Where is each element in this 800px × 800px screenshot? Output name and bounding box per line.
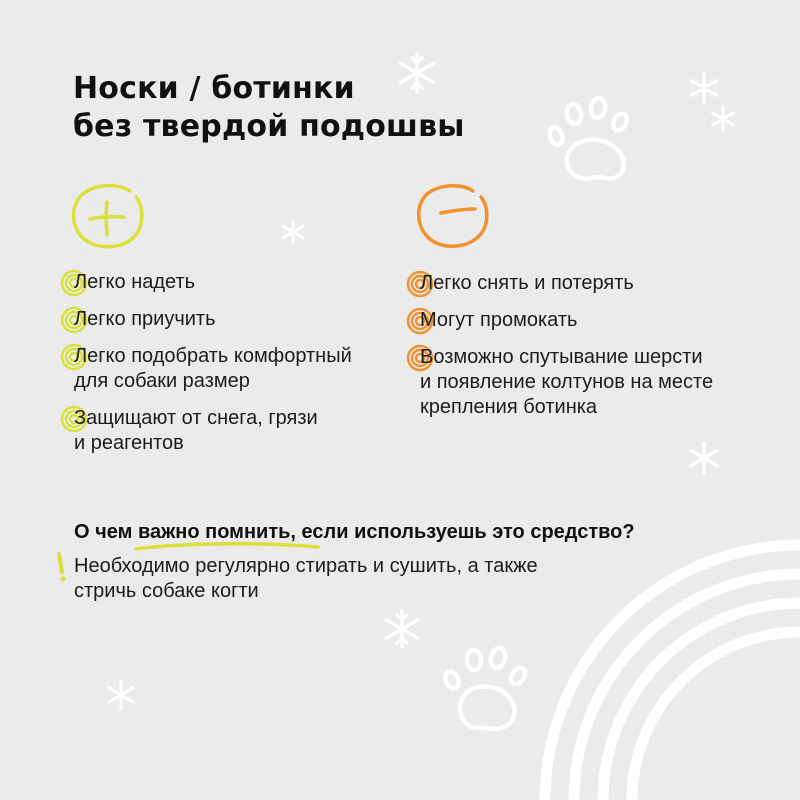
pros-list	[74, 270, 352, 456]
question-highlight	[138, 519, 290, 545]
list-item	[74, 406, 352, 456]
cons-list	[420, 271, 713, 420]
item-text: и появление колтунов на месте	[420, 371, 714, 393]
question-text: , если используешь это средство?	[290, 521, 635, 543]
snowflake-icon	[104, 678, 138, 712]
item-text: Легко приучить	[74, 308, 216, 330]
item-text: Легко снять и потерять	[420, 272, 634, 294]
title-line: Носки / ботинки	[73, 71, 355, 106]
item-text: Могут промокать	[420, 309, 578, 331]
underline-stroke	[132, 540, 322, 554]
item-text: для собаки размер	[74, 370, 250, 392]
answer-line: стричь собаке когти	[74, 580, 259, 602]
item-text: Легко надеть	[74, 271, 196, 293]
exclamation-icon	[52, 551, 72, 583]
snowflake-icon	[686, 440, 722, 476]
question-highlight-text: важно помнить	[137, 521, 291, 543]
reminder-question	[74, 519, 635, 545]
list-item	[74, 307, 352, 332]
item-text: Возможно спутывание шерсти	[420, 346, 703, 368]
item-text: и реагентов	[74, 432, 184, 454]
list-item	[74, 344, 352, 394]
reminder-answer	[74, 554, 538, 604]
snowflake-icon	[686, 70, 722, 106]
list-item	[74, 270, 352, 295]
list-item	[420, 308, 713, 333]
item-text: крепления ботинка	[420, 396, 598, 418]
plus-circle-icon	[68, 183, 148, 251]
paw-icon	[548, 92, 648, 192]
snowflake-icon	[380, 607, 424, 651]
snowflake-icon	[279, 218, 307, 246]
title-line: без твердой подошвы	[73, 109, 465, 144]
question-text: О чем	[74, 521, 138, 543]
answer-line: Необходимо регулярно стирать и сушить, а также	[74, 555, 538, 577]
list-item	[420, 271, 713, 296]
page-title	[73, 70, 465, 146]
list-item	[420, 345, 713, 420]
item-text: Защищают от снега, грязи	[74, 407, 318, 429]
minus-circle-icon	[413, 183, 493, 251]
item-text: Легко подобрать комфортный	[74, 345, 352, 367]
snowflake-icon	[708, 104, 738, 134]
paw-icon	[438, 640, 538, 740]
